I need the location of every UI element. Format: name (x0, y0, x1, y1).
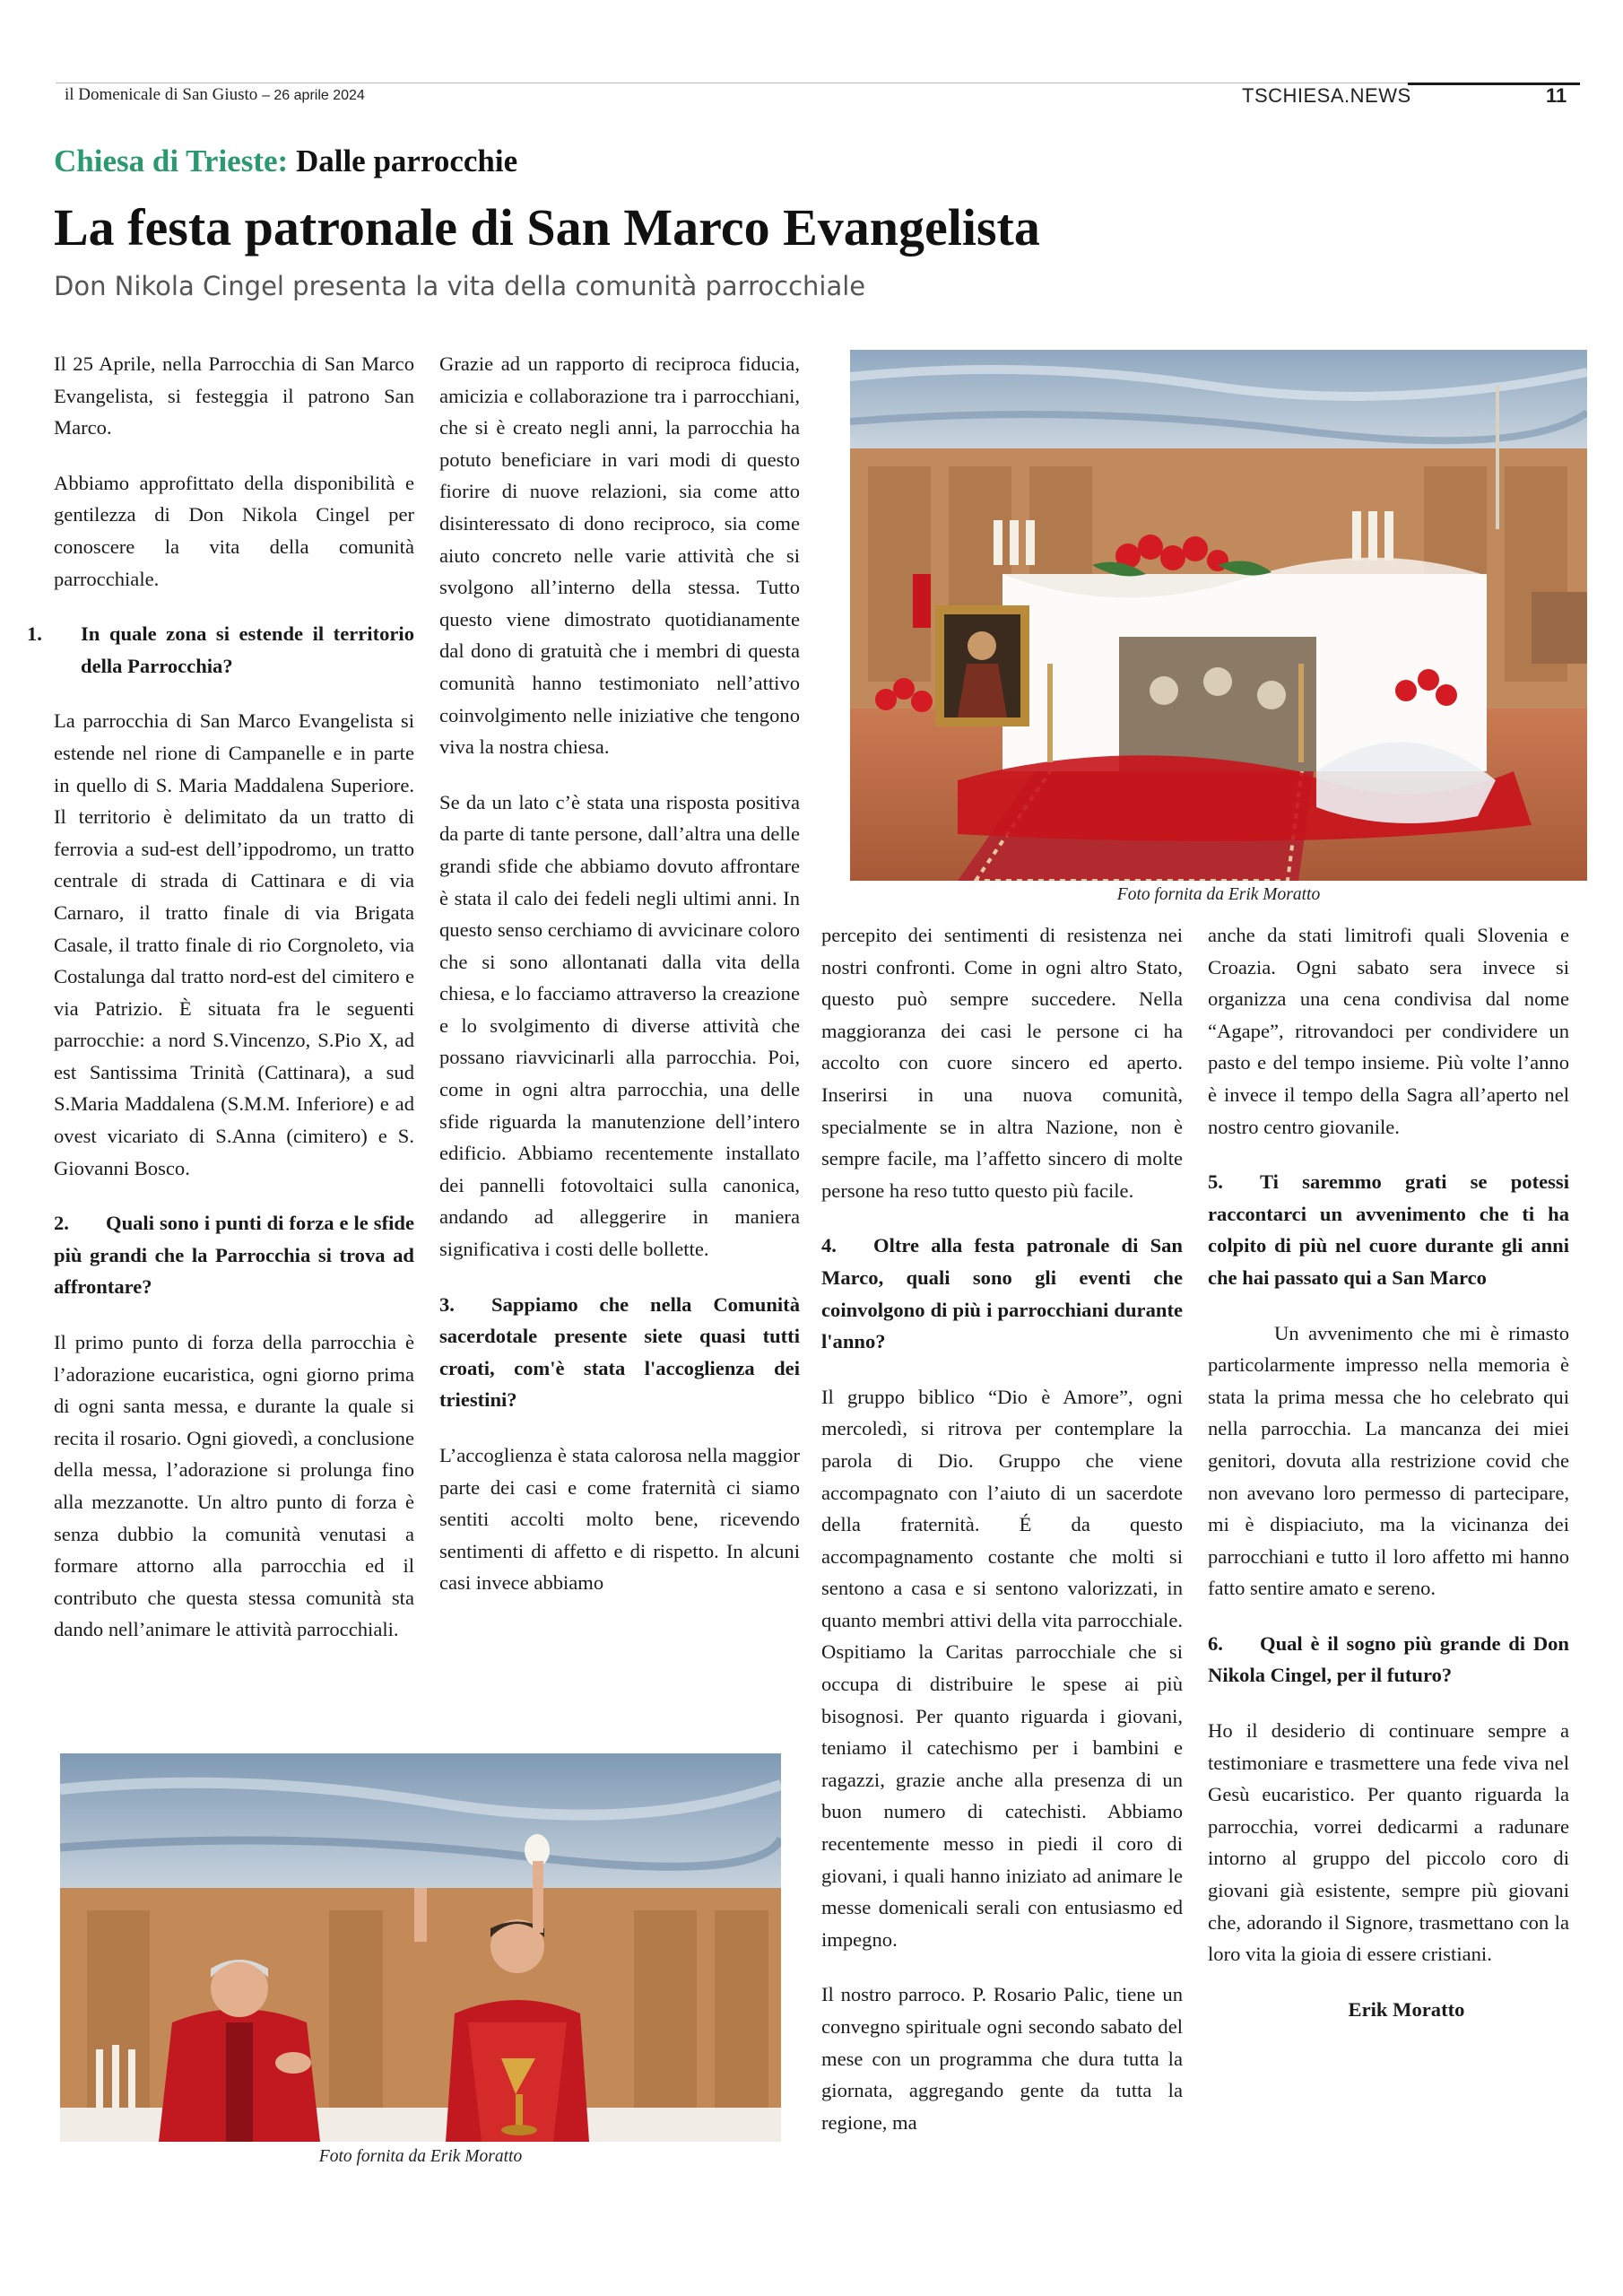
question-text: Sappiamo che nella Comunità sacerdotale presente siete quasi tutti croati, com'è stata l'accoglienza dei triestini? (439, 1292, 800, 1412)
paragraph: Grazie ad un rapporto di reciproca fiducia, amicizia e collaborazione tra i parrocchiani, che si è creato negli anni, la parrocchia ha potuto beneficiare in vari modi di questo fiorire di nuove relazioni, sia come atto disinteressato di dono reciproco, sia come aiuto concreto nelle varie attività che si svolgono all’interno della stessa. Tutto questo viene dimostrato quotidianamente dal dono di gratuità che i membri di questa comunità hanno testimoniato nell’attivo coinvolgimento nelle iniziative che tengono viva la nostra chiesa. (439, 352, 800, 759)
question-1 (27, 618, 414, 682)
question-number: 3. (439, 1292, 455, 1316)
publication-name: il Domenicale di San Giusto (65, 85, 258, 104)
question-6 (1208, 1628, 1569, 1692)
question-number: 5. (1208, 1170, 1223, 1194)
question-text: Qual è il sogno più grande di Don Nikola Cingel, per il futuro? (1208, 1631, 1569, 1687)
photo-caption: Foto fornita da Erik Moratto (1116, 885, 1321, 904)
author-signature: Erik Moratto (1348, 1997, 1465, 2021)
question-2 (54, 1207, 414, 1303)
page-number: 11 (1546, 84, 1567, 107)
paragraph: Se da un lato c’è stata una risposta positiva da parte di tante persone, dall’altra una delle grandi sfide che abbiamo dovuto affrontare è stata il calo dei fedeli negli ultimi anni. In questo senso cerchiamo di avvicinare coloro che si sono allontanati dalla vita della chiesa, e lo facciamo attraverso la creazione e lo svolgimento di diverse attività che possano riavvicinarli alla parrocchia. Poi, come in ogni altra parrocchia, una delle sfide riguarda la manutenzione dell’intero edificio. Abbiamo recentemente installato dei pannelli fotovoltaici sulla canonica, andando ad alleggerire in maniera significativa i costi delle bollette. (439, 790, 800, 1261)
question-text: Quali sono i punti di forza e le sfide più grandi che la Parrocchia si trova ad affrontare? (54, 1212, 414, 1299)
mass-photo (60, 1753, 781, 2142)
text-column-2 (439, 348, 800, 1622)
paragraph: L’accoglienza è stata calorosa nella maggior parte dei casi e come fraternità ci siamo sentiti accolti molto bene, ricevendo sentimenti di affetto e di rispetto. In alcuni casi invece abbiamo (439, 1444, 800, 1595)
paragraph: Ho il desiderio di continuare sempre a testimoniare e trasmettere una fede viva nel Gesù eucaristico. Per quanto riguarda la parrocchia, vorrei dedicarmi a radunare intorno al gruppo del piccolo coro di giovani già esistente, sempre più giovani che, adorando il Signore, trasmettano con la loro vita la gioia di essere cristiani. (1208, 1719, 1569, 1966)
paragraph: anche da stati limitrofi quali Slovenia e Croazia. Ogni sabato sera invece si organizza una cena condivisa dal nome “Agape”, ritrovandoci per condividere un pasto e del tempo insieme. Più volte l’anno è invece il tempo della Sagra all’aperto nel nostro centro giovanile. (1208, 924, 1569, 1138)
question-text: Oltre alla festa patronale di San Marco, quali sono gli eventi che coinvolgono di più i parrocchiani durante l'anno? (821, 1234, 1183, 1353)
question-text: In quale zona si estende il territorio della Parrocchia? (81, 622, 414, 677)
paragraph: La parrocchia di San Marco Evangelista si estende nel rione di Campanelle e in parte in quello di S. Maria Maddalena Superiore. Il territorio è delimitato da un tratto di ferrovia a sud-est dell’ippodromo, un tratto centrale di strada di Cattinara e di via Carnaro, il tratto finale di via Brigata Casale, il tratto finale di rio Corgnoleto, via Costalunga dal tratto nord-est del cimitero e via Patrizio. È situata fra le seguenti parrocchie: a nord S.Vincenzo, S.Pio X, ad est Santissima Trinità (Cattinara), a sud S.Maria Maddalena (S.M.M. Inferiore) e ad ovest vicariato di S.Anna (cimitero) e S. Giovanni Bosco. (54, 709, 414, 1179)
text-column-1 (27, 348, 414, 1669)
photo-caption: Foto fornita da Erik Moratto (318, 2147, 523, 2166)
altar-photo (850, 350, 1587, 881)
publication-line (65, 85, 365, 105)
publication-date: – 26 aprile 2024 (262, 88, 365, 103)
article-subtitle: Don Nikola Cingel presenta la vita della comunità parrocchiale (54, 271, 866, 301)
text-column-4 (1208, 919, 1569, 2048)
question-text: Ti saremmo grati se potessi raccontarci un avvenimento che ti ha colpito di più nel cuore durante gli anni che hai passato qui a San Marco (1208, 1170, 1569, 1289)
paragraph: Abbiamo approfittato della disponibilità e gentilezza di Don Nikola Cingel per conoscere la vita della comunità parrocchiale. (54, 471, 414, 590)
question-3 (439, 1289, 800, 1416)
site-name: TSCHIESA.NEWS (1242, 84, 1411, 107)
section-label: Chiesa di Trieste: (54, 144, 289, 178)
paragraph: Il nostro parroco. P. Rosario Palic, tiene un convegno spirituale ogni secondo sabato del mese con un programma che dura tutta la giornata, aggregando gente da tutta la regione, ma (821, 1983, 1183, 2134)
paragraph: Il gruppo biblico “Dio è Amore”, ogni mercoledì, si ritrova per contemplare la parola di Dio. Gruppo che viene accompagnato con l’aiuto di un sacerdote della fraternità. É da questo accompagnamento costante che molti si sentono a casa e si sentono valorizzati, in quanto membri attivi della vita parrocchiale. Ospitiamo la Caritas parrocchiale che si occupa di distribuire le spese ai più bisognosi. Per quanto riguarda i giovani, teniamo il catechismo per i bambini e ragazzi, grazie anche alla presenza di un buon numero di catechisti. Abbiamo recentemente messo in piedi il coro di giovani, i quali hanno iniziato ad animare le messe domenicali serali con entusiasmo ed impegno. (821, 1385, 1183, 1951)
question-5 (1208, 1166, 1569, 1293)
paragraph: percepito dei sentimenti di resistenza nei nostri confronti. Come in ogni altro Stato, questo può sempre succedere. Nella maggioranza dei casi le persone ci ha accolto con cuore sincero ed aperto. Inserirsi in una nuova comunità, specialmente se in altra Nazione, non è sempre facile, ma l’affetto sincero di molte persone ha reso tutto questo più facile. (821, 924, 1183, 1202)
question-number: 1. (27, 622, 42, 646)
text-column-3 (821, 919, 1183, 2161)
article-title: La festa patronale di San Marco Evangelista (54, 198, 1040, 257)
question-number: 6. (1208, 1631, 1223, 1655)
question-number: 4. (821, 1234, 837, 1257)
section-kicker (54, 144, 517, 179)
paragraph: Un avvenimento che mi è rimasto particolarmente impresso nella memoria è stata la prima messa che ho celebrato qui nella parrocchia. La mancanza dei miei genitori, dovuta alla restrizione covid che non avevano loro permesso di partecipare, mi è dispiaciuto, ma la vicinanza dei parrocchiani e tutto il loro affetto mi hanno fatto sentire amato e sereno. (1208, 1321, 1569, 1600)
question-number: 2. (54, 1212, 69, 1235)
subsection-label: Dalle parrocchie (295, 144, 518, 178)
paragraph: Il 25 Aprile, nella Parrocchia di San Marco Evangelista, si festeggia il patrono San Marco. (54, 352, 414, 439)
paragraph: Il primo punto di forza della parrocchia è l’adorazione eucaristica, ogni giorno prima di ogni santa messa, e durante la quale si recita il rosario. Ogni giovedì, a conclusione della messa, l’adorazione si prolunga fino alla mezzanotte. Un altro punto di forza è senza dubbio la comunità venutasi a formare attorno alla parrocchia ed il contributo che questa stessa comunità sta dando nell’animare le attività parrocchiali. (54, 1331, 414, 1641)
question-4 (821, 1230, 1183, 1357)
